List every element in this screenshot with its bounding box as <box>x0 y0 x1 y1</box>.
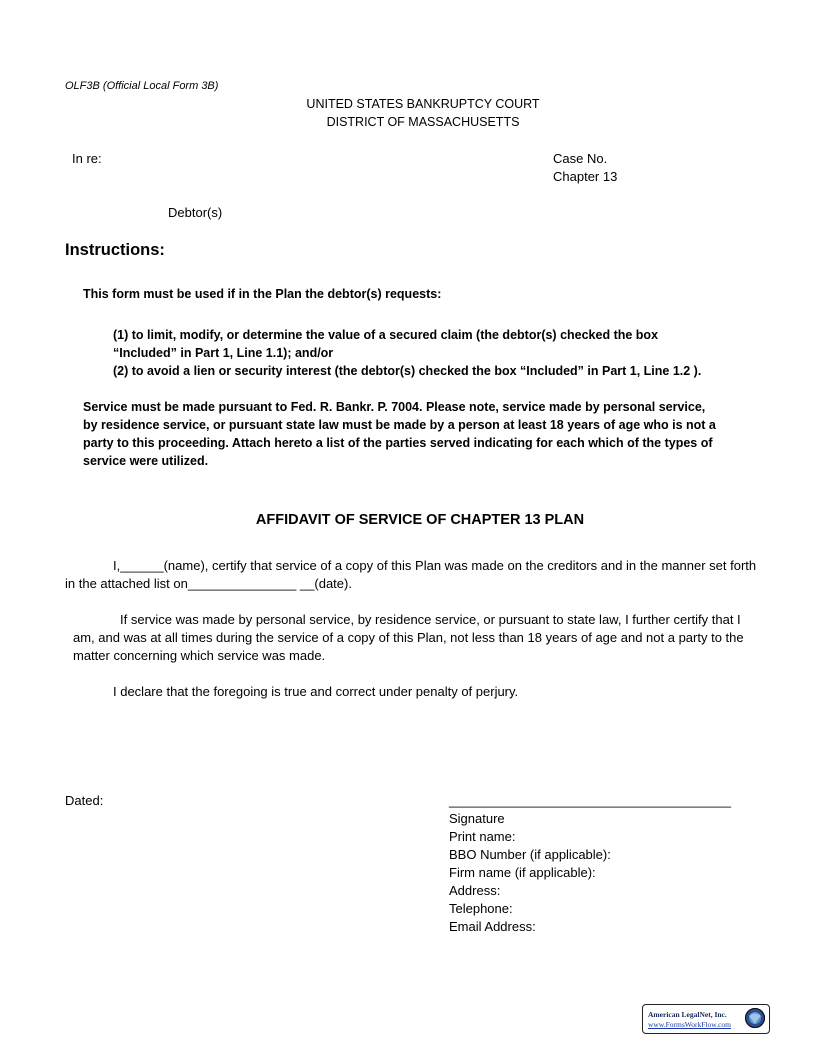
instruction-item-2: (2) to avoid a lien or security interest (the debtor(s) checked the box “Included” in Part 1, Line 1.2 ). <box>113 364 702 378</box>
instruction-item-1: (1) to limit, modify, or determine the value of a secured claim (the debtor(s) checked the box <box>113 328 659 342</box>
service-note-line: Service must be made pursuant to Fed. R. Bankr. P. 7004. Please note, service made by personal service, <box>83 400 706 414</box>
personal-service-line: am, and was at all times during the service of a copy of this Plan, not less than 18 years of age and not a party to the <box>73 630 744 645</box>
service-note-line: service were utilized. <box>83 454 209 468</box>
firm-name-label: Firm name (if applicable): <box>449 865 596 880</box>
american-legalnet-logo[interactable] <box>642 1004 770 1034</box>
certification-line: I,______(name), certify that service of a copy of this Plan was made on the creditors and in the manner set forth <box>113 558 757 573</box>
telephone-label: Telephone: <box>449 901 513 916</box>
personal-service-line: matter concerning which service was made. <box>73 648 326 663</box>
signature-label: Signature <box>449 811 505 826</box>
email-label: Email Address: <box>449 919 536 934</box>
print-name-label: Print name: <box>449 829 516 844</box>
court-name: UNITED STATES BANKRUPTCY COURT <box>306 97 540 111</box>
instructions-heading: Instructions: <box>65 241 165 259</box>
debtors-label: Debtor(s) <box>168 205 223 220</box>
chapter-label: Chapter 13 <box>553 169 618 184</box>
instructions-intro: This form must be used if in the Plan the debtor(s) requests: <box>83 287 442 301</box>
logo-url-link[interactable]: www.FormsWorkFlow.com <box>648 1020 732 1029</box>
certification-line: in the attached list on_______________ __(date). <box>65 576 352 591</box>
form-identifier: OLF3B (Official Local Form 3B) <box>65 80 219 92</box>
instruction-item-1-cont: “Included” in Part 1, Line 1.1); and/or <box>113 346 334 360</box>
address-label: Address: <box>449 883 501 898</box>
in-re-label: In re: <box>72 151 102 166</box>
court-district: DISTRICT OF MASSACHUSETTS <box>326 115 520 129</box>
signature-line: _______________________________________ <box>449 793 731 808</box>
service-note-line: by residence service, or pursuant state law must be made by a person at least 18 years of age who is not a <box>83 418 716 432</box>
perjury-declaration: I declare that the foregoing is true and correct under penalty of perjury. <box>113 684 519 699</box>
service-note-line: party to this proceeding. Attach hereto a list of the parties served indicating for each which of the types of <box>83 436 713 450</box>
globe-icon <box>744 1007 766 1029</box>
bbo-number-label: BBO Number (if applicable): <box>449 847 611 862</box>
dated-label: Dated: <box>65 793 104 808</box>
personal-service-line: If service was made by personal service, by residence service, or pursuant to state law, I further certify that I <box>120 612 741 627</box>
logo-company-name: American LegalNet, Inc. <box>648 1010 727 1019</box>
case-number-label: Case No. <box>553 151 608 166</box>
affidavit-title: AFFIDAVIT OF SERVICE OF CHAPTER 13 PLAN <box>255 512 585 528</box>
